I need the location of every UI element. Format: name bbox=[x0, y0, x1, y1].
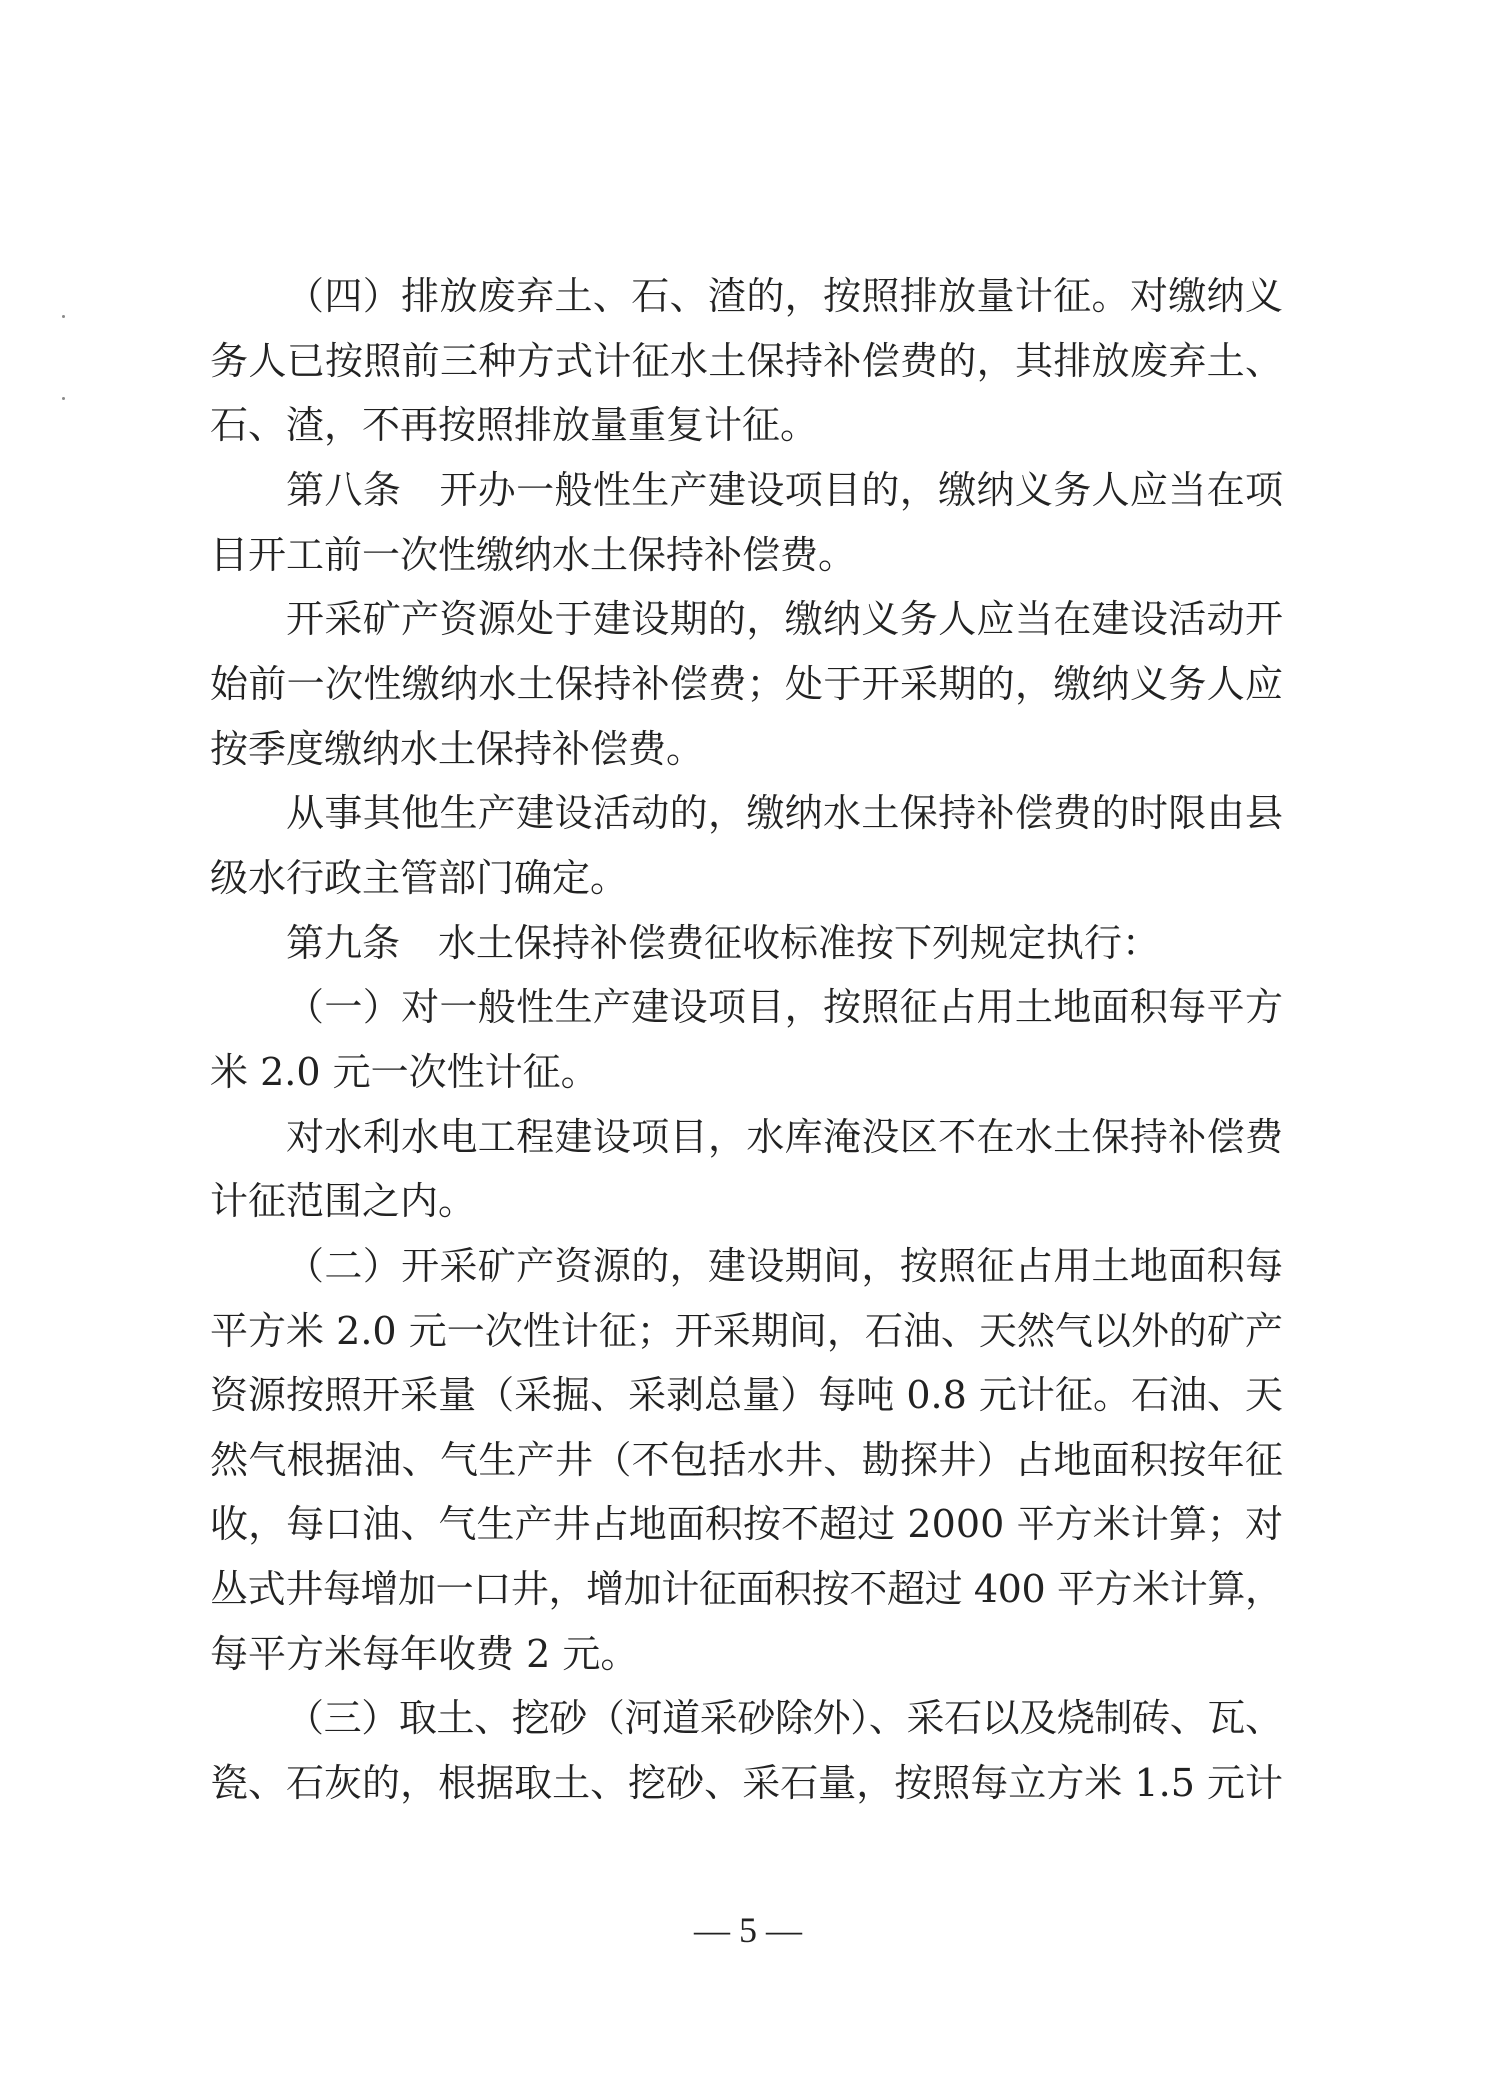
page-number: — 5 — bbox=[694, 1910, 802, 1950]
text-line: 计征范围之内。 bbox=[210, 1179, 477, 1224]
text-line: 始前一次性缴纳水土保持补偿费；处于开采期的，缴纳义务人应 bbox=[210, 661, 1284, 706]
text-line: 第八条 开办一般性生产建设项目的，缴纳义务人应当在项 bbox=[286, 467, 1284, 512]
text-line: 开采矿产资源处于建设期的，缴纳义务人应当在建设活动开 bbox=[286, 597, 1284, 642]
text-line: 瓷、石灰的，根据取土、挖砂、采石量，按照每立方米 1.5 元计 bbox=[210, 1761, 1284, 1806]
text-line: 按季度缴纳水土保持补偿费。 bbox=[210, 726, 705, 771]
other-activities-paragraph bbox=[210, 781, 1283, 910]
text-line: 务人已按照前三种方式计征水土保持补偿费的，其排放废弃土、 bbox=[210, 338, 1284, 383]
clause-1-paragraph bbox=[210, 975, 1283, 1104]
hydropower-exemption-paragraph bbox=[210, 1105, 1283, 1234]
text-line: 米 2.0 元一次性计征。 bbox=[210, 1049, 599, 1094]
text-line: 对水利水电工程建设项目，水库淹没区不在水土保持补偿费 bbox=[286, 1114, 1284, 1159]
text-line: （二）开采矿产资源的，建设期间，按照征占用土地面积每 bbox=[286, 1243, 1284, 1288]
article-8-paragraph bbox=[210, 458, 1283, 587]
clause-4-paragraph bbox=[210, 264, 1283, 458]
text-line: （四）排放废弃土、石、渣的，按照排放量计征。对缴纳义 bbox=[286, 274, 1284, 318]
text-line: 第九条 水土保持补偿费征收标准按下列规定执行： bbox=[286, 920, 1161, 965]
body-text bbox=[210, 264, 1283, 1816]
text-line: 每平方米每年收费 2 元。 bbox=[210, 1631, 639, 1676]
text-line: 丛式井每增加一口井，增加计征面积按不超过 400 平方米计算， bbox=[210, 1567, 1283, 1612]
text-line: 平方米 2.0 元一次性计征；开采期间，石油、天然气以外的矿产 bbox=[210, 1308, 1284, 1353]
clause-3-paragraph bbox=[210, 1686, 1283, 1815]
mining-payment-paragraph bbox=[210, 587, 1283, 781]
article-9-heading bbox=[210, 911, 1283, 976]
text-line: 石、渣，不再按照排放量重复计征。 bbox=[210, 403, 819, 448]
text-line: 然气根据油、气生产井（不包括水井、勘探井）占地面积按年征 bbox=[210, 1437, 1284, 1482]
text-line: （三）取土、挖砂（河道采砂除外）、采石以及烧制砖、瓦、 bbox=[286, 1696, 1283, 1741]
text-line: 资源按照开采量（采掘、采剥总量）每吨 0.8 元计征。石油、天 bbox=[210, 1373, 1284, 1418]
text-line: 从事其他生产建设活动的，缴纳水土保持补偿费的时限由县 bbox=[286, 791, 1284, 836]
scan-speck bbox=[62, 315, 65, 318]
clause-2-paragraph bbox=[210, 1234, 1283, 1687]
text-line: 收，每口油、气生产井占地面积按不超过 2000 平方米计算；对 bbox=[210, 1502, 1284, 1547]
text-line: 级水行政主管部门确定。 bbox=[210, 855, 629, 900]
scan-speck bbox=[62, 397, 65, 400]
text-line: 目开工前一次性缴纳水土保持补偿费。 bbox=[210, 532, 857, 577]
text-line: （一）对一般性生产建设项目，按照征占用土地面积每平方 bbox=[286, 985, 1284, 1030]
